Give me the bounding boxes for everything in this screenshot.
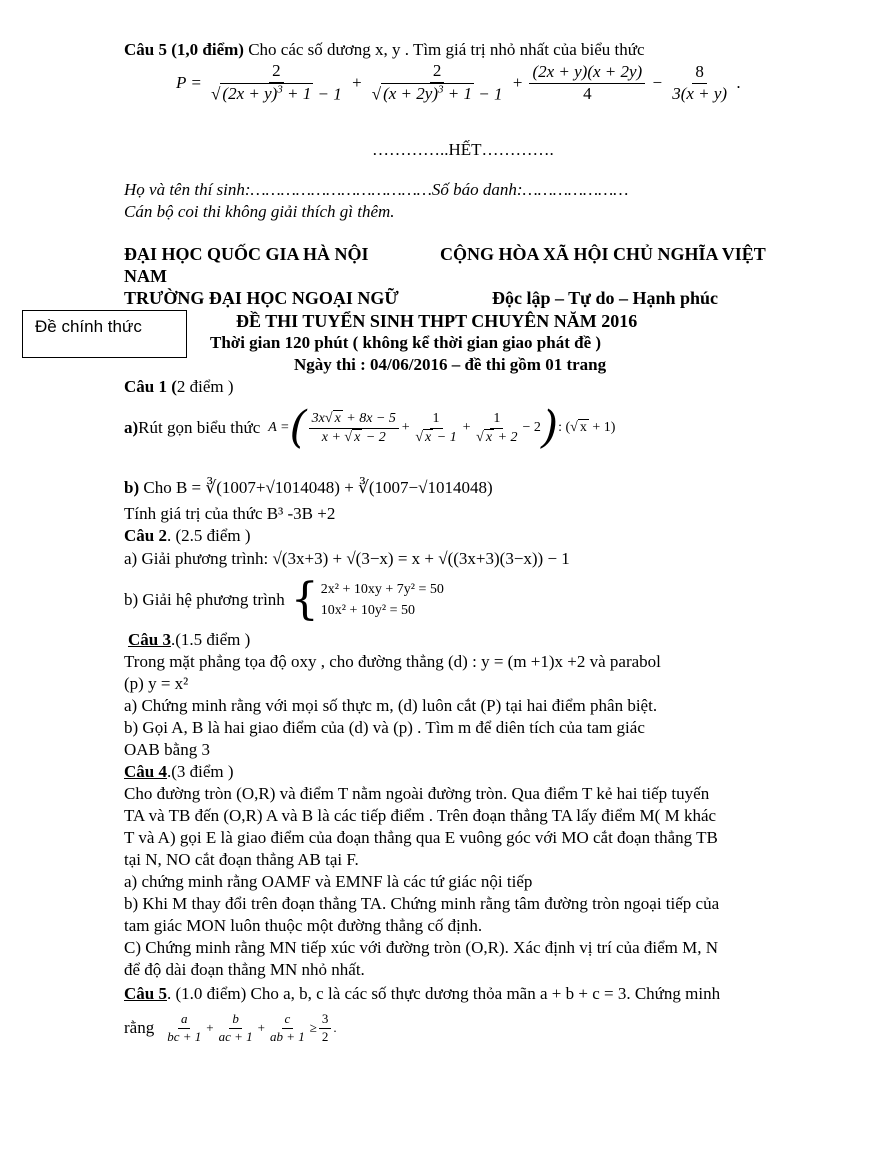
- university-name: ĐẠI HỌC QUỐC GIA HÀ NỘI: [124, 244, 369, 264]
- q4-title-rest: .(3 điểm ): [166, 762, 234, 781]
- q3-line2: (p) y = x²: [124, 674, 189, 693]
- q1-title-bold: Câu 1 (: [124, 377, 177, 396]
- republic-name-cont: NAM: [124, 266, 167, 286]
- q4-line9: để độ dài đoạn thẳng MN nhỏ nhất.: [124, 960, 365, 979]
- system-eq1: 2x² + 10xy + 7y² = 50: [320, 582, 444, 597]
- q1b-text: Cho B = ∛(1007+√1014048) + ∛(1007−√1014048): [139, 478, 493, 497]
- q5-formula: $\frac{a}{bc + 1}$ + $\frac{b}{ac + 1}$ + $\frac{c}{ab + 1}$ ≥ $\frac{3}{2}$ .: [167, 1011, 337, 1044]
- q3-line4: b) Gọi A, B là hai giao điểm của (d) và (p) . Tìm m để diên tích của tam giác: [124, 718, 645, 737]
- q1a-line: [124, 397, 615, 459]
- q3-line5: OAB bằng 3: [124, 740, 210, 759]
- q2b-line: [124, 574, 444, 626]
- prev-q5-line: [124, 40, 645, 60]
- q4-line5: a) chứng minh rằng OAMF và EMNF là các tứ giác nội tiếp: [124, 872, 533, 891]
- q1-title-rest: 2 điểm ): [176, 377, 234, 396]
- q5-title: [124, 984, 720, 1004]
- proctor-note: Cán bộ coi thi không giải thích gì thêm.: [124, 202, 395, 221]
- q2b-text: b) Giải hệ phương trình: [124, 590, 285, 610]
- candidate-line: Họ và tên thí sinh:………………………………Số báo danh:…………………: [124, 180, 629, 199]
- q4-line8: C) Chứng minh rằng MN tiếp xúc với đường tròn (O,R). Xác định vị trí của điểm M, N: [124, 938, 719, 957]
- system-eq2: 10x² + 10y² = 50: [320, 603, 415, 618]
- official-label: Đề chính thức: [35, 317, 142, 336]
- q2a-line: a) Giải phương trình: √(3x+3) + √(3−x) = x + √((3x+3)(3−x)) − 1: [124, 549, 570, 568]
- q5-title-rest: . (1.0 điểm) Cho a, b, c là các số thực dương thỏa mãn a + b + c = 3. Chứng minh: [166, 984, 721, 1003]
- q4-title: [124, 762, 234, 782]
- q1b-task: Tính giá trị của thức B³ -3B +2: [124, 504, 336, 523]
- q4-line7: tam giác MON luôn thuộc một đường thẳng cố định.: [124, 916, 483, 935]
- q1a-text: Rút gọn biểu thức: [138, 418, 261, 438]
- q3-title-rest: .(1.5 điểm ): [170, 630, 251, 649]
- republic-name: CỘNG HÒA XÃ HỘI CHỦ NGHĨA VIỆT: [440, 244, 766, 264]
- exam-date: Ngày thi : 04/06/2016 – đề thi gồm 01 trang: [294, 355, 607, 374]
- q5-inequality-line: [124, 1006, 337, 1050]
- prev-q5-text: Cho các số dương x, y . Tìm giá trị nhỏ nhất của biểu thức: [243, 40, 645, 59]
- school-name: TRƯỜNG ĐẠI HỌC NGOẠI NGỮ: [124, 288, 399, 308]
- q1b-label: b): [124, 478, 140, 497]
- q3-line3: a) Chứng minh rằng với mọi số thực m, (d) luôn cắt (P) tại hai điểm phân biệt.: [124, 696, 658, 715]
- q4-title-bold: Câu 4: [124, 762, 167, 781]
- q4-line6: b) Khi M thay đổi trên đoạn thẳng TA. Chứng minh rằng tâm đường tròn ngoại tiếp của: [124, 894, 720, 913]
- q2-title-rest: . (2.5 điểm ): [166, 526, 251, 545]
- official-box: [22, 310, 187, 358]
- q4-line3: T và A) gọi E là giao điểm của đoạn thẳng qua E vuông góc với MO cắt đoạn thẳng TB: [124, 828, 718, 847]
- q5-prefix: rằng: [124, 1018, 155, 1038]
- q3-title: [128, 630, 250, 650]
- exam-title: ĐỀ THI TUYỂN SINH THPT CHUYÊN NĂM 2016: [236, 311, 638, 331]
- q3-title-bold: Câu 3: [128, 630, 171, 649]
- q3-line1: Trong mặt phẳng tọa độ oxy , cho đường thẳng (d) : y = (m +1)x +2 và parabol: [124, 652, 661, 671]
- q1-title: [124, 377, 234, 397]
- system-brace: {: [290, 574, 319, 625]
- q2-title-bold: Câu 2: [124, 526, 167, 545]
- q1b-line: [124, 478, 493, 498]
- q1a-formula: A = ( $\frac{3x√ x + 8x - 5}{x + √ x - 2}$ + $\frac{1}{√ x - 1}$ + $\frac{1}{√ x + 2}$ − 2 ) : (√ x + 1): [268, 402, 616, 453]
- q4-line1: Cho đường tròn (O,R) và điểm T nằm ngoài đường tròn. Qua điểm T kẻ hai tiếp tuyến: [124, 784, 710, 803]
- motto: Độc lập – Tự do – Hạnh phúc: [492, 288, 719, 308]
- q4-line4: tại N, NO cắt đoạn thẳng AB tại F.: [124, 850, 359, 869]
- exam-duration: Thời gian 120 phút ( không kể thời gian giao phát đề ): [210, 333, 602, 352]
- end-mark: …………..HẾT………….: [372, 140, 554, 159]
- prev-q5-label: Câu 5 (1,0 điểm): [124, 40, 244, 59]
- q2-title: [124, 526, 251, 546]
- q5-title-bold: Câu 5: [124, 984, 167, 1003]
- q4-line2: TA và TB đến (O,R) A và B là các tiếp điểm . Trên đoạn thẳng TA lấy điểm M( M khác: [124, 806, 717, 825]
- q1a-label: a): [124, 418, 139, 438]
- prev-q5-formula: P = $\frac{2}{√ (2x + y)^3 + 1 - 1}$ + $\frac{2}{√ (x + 2y)^3 + 1 - 1}$ + $\frac{(2x + y)(x + 2y)}{4}$ − $\frac{8}{3(x + y)}$ .: [176, 61, 741, 104]
